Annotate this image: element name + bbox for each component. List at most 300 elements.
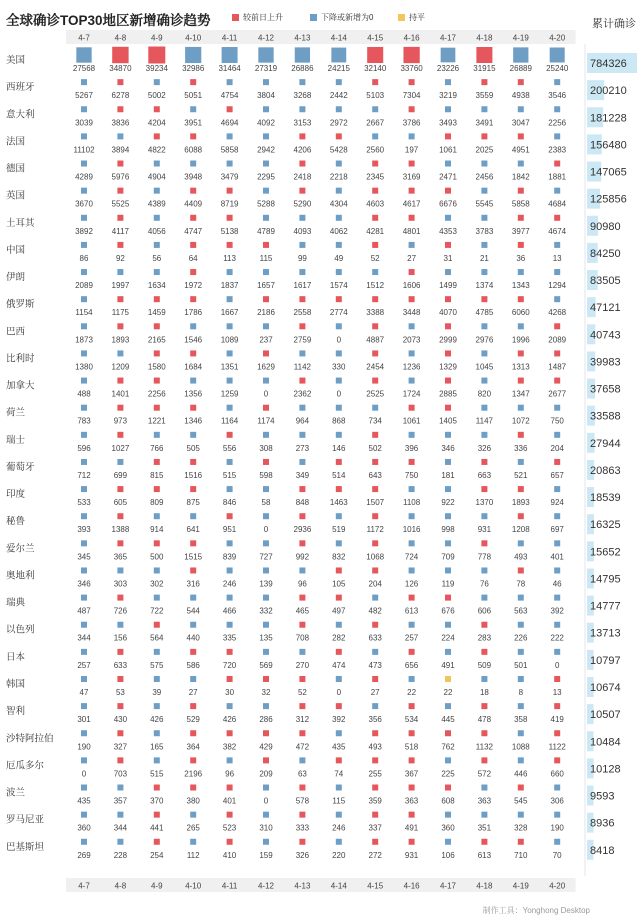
daily-value-label: 380	[186, 796, 200, 806]
daily-value-label: 312	[295, 715, 310, 725]
trend-square	[190, 323, 196, 329]
trend-square	[554, 161, 560, 167]
trend-square	[81, 432, 87, 438]
trend-square	[81, 350, 87, 356]
daily-value-label: 220	[332, 850, 346, 860]
trend-square	[481, 676, 487, 682]
daily-value-label: 4789	[257, 226, 275, 236]
daily-value-label: 712	[77, 470, 91, 480]
daily-value-label: 222	[550, 633, 564, 643]
daily-value-label: 1401	[111, 389, 130, 399]
trend-square	[154, 432, 160, 438]
trend-square	[445, 540, 451, 546]
trend-square	[554, 188, 560, 194]
daily-value-label: 931	[477, 525, 492, 535]
trend-square	[154, 79, 160, 85]
daily-value-label: 778	[477, 552, 492, 562]
daily-value-label: 105	[332, 579, 346, 589]
date-footer-label: 4-16	[403, 881, 420, 891]
trend-square	[336, 79, 342, 85]
trend-square	[190, 405, 196, 411]
daily-value-label: 533	[77, 498, 91, 508]
daily-value-label: 382	[222, 742, 237, 752]
trend-square	[481, 378, 487, 384]
daily-value-label: 519	[332, 525, 346, 535]
trend-square	[445, 459, 451, 465]
region-label: 西班牙	[6, 82, 35, 94]
daily-value-label: 1405	[439, 416, 457, 426]
trend-square	[227, 486, 233, 492]
daily-value-label: 112	[186, 850, 200, 860]
total-value-label: 10128	[590, 763, 621, 776]
trend-square	[117, 486, 123, 492]
trend-square	[481, 106, 487, 112]
trend-square	[481, 432, 487, 438]
trend-square	[112, 47, 128, 63]
daily-value-label: 868	[332, 416, 346, 426]
trend-square	[227, 133, 233, 139]
trend-square	[518, 622, 524, 628]
daily-value-label: 466	[222, 606, 237, 616]
trend-square	[76, 47, 91, 62]
trend-square	[554, 350, 560, 356]
trend-square	[190, 622, 196, 628]
trend-square	[154, 323, 160, 329]
trend-square	[336, 323, 342, 329]
daily-value-label: 1294	[548, 281, 567, 291]
daily-value-label: 491	[404, 823, 419, 833]
daily-value-label: 1512	[366, 281, 385, 291]
daily-value-label: 358	[514, 715, 528, 725]
daily-value-label: 2186	[257, 308, 275, 318]
trend-square	[190, 676, 196, 682]
daily-value-label: 396	[404, 443, 419, 453]
daily-value-label: 1208	[511, 525, 530, 535]
trend-square	[227, 595, 233, 601]
daily-value-label: 159	[259, 850, 273, 860]
trend-square	[409, 350, 415, 356]
trend-square	[154, 730, 160, 736]
total-value-label: 200210	[590, 85, 627, 98]
daily-value-label: 401	[222, 796, 237, 806]
trend-square	[263, 839, 269, 845]
trend-square	[190, 785, 196, 791]
trend-square	[336, 757, 342, 763]
region-label: 土耳其	[6, 217, 35, 229]
daily-value-label: 4093	[293, 226, 312, 236]
daily-value-label: 26886	[291, 64, 314, 73]
daily-value-label: 333	[295, 823, 310, 833]
trend-square	[117, 513, 123, 519]
daily-value-label: 514	[332, 470, 346, 480]
trend-square	[554, 649, 560, 655]
daily-value-label: 8719	[220, 199, 239, 209]
daily-value-label: 246	[222, 579, 237, 589]
region-label: 美国	[6, 55, 26, 66]
trend-square	[481, 812, 487, 818]
trend-square	[336, 188, 342, 194]
trend-square	[409, 567, 415, 573]
daily-value-label: 1606	[402, 281, 421, 291]
trend-square	[117, 567, 123, 573]
trend-square	[227, 188, 233, 194]
region-label: 荷兰	[6, 407, 26, 419]
daily-value-label: 699	[113, 470, 128, 480]
trend-square	[263, 676, 269, 682]
daily-value-label: 1072	[511, 416, 530, 426]
daily-value-label: 2972	[329, 118, 348, 128]
trend-square	[554, 595, 560, 601]
daily-value-label: 33760	[400, 64, 423, 73]
trend-square	[227, 459, 233, 465]
daily-value-label: 1122	[548, 742, 566, 752]
trend-square	[445, 595, 451, 601]
trend-square	[481, 161, 487, 167]
daily-value-label: 356	[368, 715, 382, 725]
trend-square	[518, 432, 524, 438]
trend-square	[190, 839, 196, 845]
trend-square	[554, 215, 560, 221]
trend-square	[117, 323, 123, 329]
trend-square	[518, 161, 524, 167]
region-label: 以色列	[6, 624, 35, 636]
trend-square	[518, 133, 524, 139]
daily-value-label: 6278	[111, 91, 130, 101]
trend-square	[481, 757, 487, 763]
daily-value-label: 13	[552, 253, 562, 263]
daily-value-label: 13	[552, 687, 562, 697]
date-header-label: 4-13	[294, 33, 311, 43]
region-label: 中国	[6, 244, 26, 256]
daily-value-label: 493	[514, 552, 528, 562]
daily-value-label: 2295	[257, 172, 275, 182]
daily-value-label: 2454	[366, 362, 385, 372]
daily-value-label: 523	[222, 823, 237, 833]
daily-value-label: 283	[477, 633, 492, 643]
legend-label-fall: 下降或新增为0	[321, 13, 374, 22]
date-header-label: 4-17	[439, 33, 457, 43]
daily-value-label: 330	[332, 362, 346, 372]
legend-label-flat: 持平	[409, 13, 425, 22]
daily-value-label: 190	[550, 823, 564, 833]
region-label: 爱尔兰	[6, 543, 35, 555]
trend-square	[518, 649, 524, 655]
trend-square	[372, 242, 378, 248]
trend-square	[263, 133, 269, 139]
daily-value-label: 360	[441, 823, 455, 833]
trend-square	[372, 839, 378, 845]
region-label: 沙特阿拉伯	[6, 733, 54, 745]
daily-value-label: 545	[514, 796, 528, 806]
trend-square	[336, 161, 342, 167]
region-label: 法国	[6, 136, 26, 148]
trend-square	[154, 459, 160, 465]
trend-square	[154, 378, 160, 384]
trend-square	[409, 133, 415, 139]
daily-value-label: 224	[441, 633, 455, 643]
trend-square	[372, 79, 378, 85]
daily-value-label: 270	[295, 660, 310, 670]
daily-value-label: 126	[404, 579, 419, 589]
daily-value-label: 58	[261, 498, 271, 508]
trend-square	[481, 540, 487, 546]
daily-value-label: 1657	[257, 281, 275, 291]
trend-square	[336, 432, 342, 438]
trend-square	[518, 350, 524, 356]
daily-value-label: 86	[79, 253, 89, 263]
trend-square	[372, 378, 378, 384]
daily-value-label: 4289	[75, 172, 93, 182]
date-footer-label: 4-14	[330, 881, 347, 891]
trend-square	[554, 133, 560, 139]
trend-square	[518, 405, 524, 411]
total-value-label: 90980	[590, 220, 621, 233]
daily-value-label: 1507	[366, 498, 385, 508]
trend-square	[154, 106, 160, 112]
trend-square	[81, 567, 87, 573]
trend-square	[513, 47, 528, 62]
trend-square	[518, 296, 524, 302]
total-value-label: 10674	[590, 681, 621, 694]
daily-value-label: 5288	[257, 199, 275, 209]
trend-square	[117, 242, 123, 248]
trend-square	[554, 296, 560, 302]
daily-value-label: 328	[514, 823, 528, 833]
trend-square	[263, 323, 269, 329]
daily-value-label: 3786	[402, 118, 421, 128]
trend-square	[299, 567, 305, 573]
trend-square	[190, 106, 196, 112]
trend-square	[263, 378, 269, 384]
total-value-label: 784326	[590, 58, 627, 70]
trend-square	[81, 323, 87, 329]
trend-square	[227, 839, 233, 845]
daily-value-label: 1259	[220, 389, 239, 399]
trend-square	[190, 459, 196, 465]
trend-square	[372, 812, 378, 818]
daily-value-label: 4785	[475, 308, 494, 318]
daily-value-label: 265	[186, 823, 200, 833]
daily-value-label: 815	[150, 470, 164, 480]
trend-square	[445, 350, 451, 356]
daily-value-label: 3493	[439, 118, 457, 128]
daily-value-label: 914	[150, 525, 164, 535]
trend-square	[336, 540, 342, 546]
daily-value-label: 875	[186, 498, 200, 508]
daily-value-label: 426	[222, 715, 237, 725]
trend-square	[445, 839, 451, 845]
trend-square	[227, 703, 233, 709]
daily-value-label: 500	[150, 552, 164, 562]
daily-value-label: 64	[188, 253, 198, 263]
total-value-label: 147065	[590, 166, 627, 179]
trend-square	[299, 513, 305, 519]
trend-square	[445, 405, 451, 411]
trend-square	[81, 676, 87, 682]
daily-value-label: 578	[295, 796, 310, 806]
trend-square	[154, 242, 160, 248]
daily-value-label: 359	[368, 796, 382, 806]
trend-square	[154, 540, 160, 546]
trend-square	[227, 513, 233, 519]
daily-value-label: 750	[404, 470, 419, 480]
trend-square	[518, 703, 524, 709]
trend-square	[263, 215, 269, 221]
daily-value-label: 0	[263, 389, 269, 399]
trend-square	[445, 269, 451, 275]
daily-value-label: 4822	[147, 145, 166, 155]
daily-value-label: 1132	[475, 742, 494, 752]
trend-square	[299, 676, 305, 682]
daily-value-label: 401	[550, 552, 564, 562]
daily-value-label: 564	[150, 633, 164, 643]
daily-value-label: 657	[550, 470, 564, 480]
trend-square	[299, 296, 305, 302]
daily-value-label: 74	[334, 769, 344, 779]
trend-square	[336, 513, 342, 519]
trend-square	[518, 215, 524, 221]
trend-square	[518, 459, 524, 465]
trend-square	[518, 785, 524, 791]
daily-value-label: 310	[259, 823, 273, 833]
daily-value-label: 569	[259, 660, 273, 670]
trend-square	[554, 513, 560, 519]
daily-value-label: 606	[477, 606, 492, 616]
trend-square	[117, 730, 123, 736]
daily-value-label: 226	[514, 633, 528, 643]
daily-value-label: 478	[477, 715, 492, 725]
trend-square	[554, 79, 560, 85]
daily-value-label: 5290	[293, 199, 312, 209]
total-value-label: 27944	[590, 437, 621, 450]
trend-square	[476, 47, 492, 63]
trend-square	[554, 540, 560, 546]
trend-square	[154, 839, 160, 845]
trend-square	[409, 106, 415, 112]
total-value-label: 156480	[590, 139, 627, 152]
trend-square	[81, 812, 87, 818]
total-value-label: 39983	[590, 356, 621, 369]
daily-value-label: 257	[404, 633, 419, 643]
daily-value-label: 2218	[329, 172, 348, 182]
trend-square	[227, 730, 233, 736]
daily-value-label: 316	[186, 579, 200, 589]
trend-square	[518, 540, 524, 546]
daily-value-label: 1174	[257, 416, 275, 426]
daily-value-label: 2256	[147, 389, 166, 399]
daily-value-label: 5051	[184, 91, 203, 101]
trend-square	[227, 296, 233, 302]
region-label: 葡萄牙	[6, 461, 35, 473]
trend-square	[481, 595, 487, 601]
daily-value-label: 529	[186, 715, 200, 725]
trend-square	[481, 785, 487, 791]
trend-square	[445, 513, 451, 519]
date-header-label: 4-14	[330, 33, 347, 43]
trend-square	[190, 540, 196, 546]
trend-square	[445, 703, 451, 709]
daily-value-label: 493	[368, 742, 382, 752]
daily-value-label: 4887	[366, 335, 385, 345]
daily-value-label: 676	[441, 606, 455, 616]
trend-square	[445, 133, 451, 139]
daily-value-label: 99	[297, 253, 307, 263]
daily-value-label: 2196	[184, 769, 203, 779]
trend-square	[299, 242, 305, 248]
daily-value-label: 5138	[220, 226, 239, 236]
trend-square	[154, 703, 160, 709]
daily-value-label: 1045	[475, 362, 494, 372]
trend-square	[409, 79, 415, 85]
date-footer-label: 4-8	[114, 881, 127, 891]
region-label: 日本	[6, 651, 26, 663]
trend-square	[372, 350, 378, 356]
trend-square	[554, 785, 560, 791]
trend-square	[190, 133, 196, 139]
trend-square	[409, 432, 415, 438]
daily-value-label: 1209	[111, 362, 130, 372]
daily-value-label: 327	[113, 742, 128, 752]
trend-square	[117, 839, 123, 845]
daily-value-label: 25240	[546, 64, 569, 73]
daily-value-label: 255	[368, 769, 382, 779]
date-header-label: 4-9	[151, 33, 163, 43]
trend-square	[372, 567, 378, 573]
daily-value-label: 6060	[511, 308, 530, 318]
trend-square	[154, 296, 160, 302]
trend-square	[299, 730, 305, 736]
daily-value-label: 4754	[220, 91, 239, 101]
trend-square	[481, 513, 487, 519]
daily-value-label: 303	[113, 579, 128, 589]
trend-square	[481, 350, 487, 356]
daily-value-label: 544	[186, 606, 200, 616]
trend-square	[372, 703, 378, 709]
trend-square	[117, 595, 123, 601]
total-value-label: 9593	[590, 790, 615, 803]
daily-value-label: 1893	[511, 498, 530, 508]
trend-square	[554, 405, 560, 411]
date-header-label: 4-19	[512, 33, 529, 43]
total-value-label: 13713	[590, 627, 621, 640]
daily-value-label: 2456	[475, 172, 494, 182]
trend-square	[190, 567, 196, 573]
trend-square	[154, 215, 160, 221]
daily-value-label: 3977	[511, 226, 530, 236]
daily-value-label: 204	[368, 579, 382, 589]
trend-square	[117, 785, 123, 791]
trend-square	[81, 540, 87, 546]
trend-square	[227, 350, 233, 356]
daily-value-label: 2442	[329, 91, 348, 101]
trend-square	[481, 296, 487, 302]
trend-square	[336, 486, 342, 492]
daily-value-label: 3894	[111, 145, 130, 155]
daily-value-label: 272	[368, 850, 382, 860]
daily-value-label: 4304	[329, 199, 348, 209]
daily-value-label: 4684	[548, 199, 567, 209]
trend-square	[190, 757, 196, 763]
daily-value-label: 2165	[147, 335, 166, 345]
total-value-label: 14777	[590, 600, 621, 613]
trend-square	[190, 378, 196, 384]
trend-square	[117, 296, 123, 302]
daily-value-label: 992	[295, 552, 310, 562]
daily-value-label: 306	[550, 796, 564, 806]
total-value-label: 20863	[590, 464, 621, 477]
trend-square	[117, 812, 123, 818]
daily-value-label: 608	[441, 796, 455, 806]
